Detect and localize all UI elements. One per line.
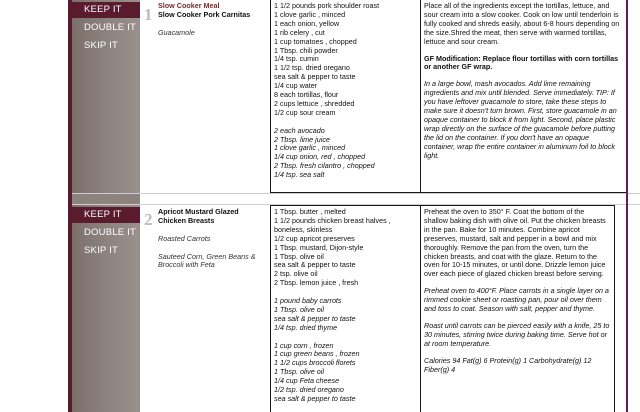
ingredient-list xyxy=(274,2,418,180)
ingredient-item: 1 Tbsp. butter , melted xyxy=(274,207,346,216)
direction-paragraph: Preheat the oven to 350° F. Coat the bottom of the shallow baking dish with olive oil. Put the chicken breasts in the pan. Bake for 10 minutes. Combine apricot preserves, mustard, salt and pepper in a bowl and mix thoroughly. Remove the pan from the oven, turn the chicken breasts, and coat with the glaze. Return to the oven for 10-15 minutes, or until done. Drizzle lemon juice over each piece of glazed chicken breast before serving. xyxy=(424,207,606,279)
direction-paragraph: GF Modification: Replace flour tortillas with corn tortillas or another GF wrap. xyxy=(424,53,619,72)
recipe-number: 1 xyxy=(144,5,153,24)
side-dish-title: Sauteed Corn, Green Beans & Broccoli with Feta xyxy=(158,251,256,270)
side-dish-list xyxy=(158,29,266,38)
column-divider xyxy=(420,0,421,193)
table-bottom-border xyxy=(270,192,626,193)
ingredient-item: 1 Tbsp. mustard, Dijon-style xyxy=(274,242,364,252)
recipe-separator-band xyxy=(72,194,140,204)
ingredient-item: 1 clove garlic , minced xyxy=(274,9,346,19)
recipe-title: Apricot Mustard Glazed Chicken Breasts xyxy=(158,207,239,225)
ingredient-list xyxy=(274,208,418,404)
table-top-border xyxy=(270,205,615,206)
ingredient-item: 2 cups lettuce , shredded xyxy=(274,98,355,108)
ingredient-item: 8 each tortillas, flour xyxy=(274,90,339,100)
keep-it-button[interactable]: KEEP IT xyxy=(72,2,140,18)
ingredient-item: 1/4 cup Feta cheese xyxy=(274,376,340,386)
recipe-number: 2 xyxy=(144,210,153,229)
ingredient-item: 1 1/2 cups broccoli florets xyxy=(274,358,356,368)
ingredient-item: 1 rib celery , cut xyxy=(274,27,325,37)
left-margin xyxy=(0,0,68,412)
ingredient-item: 1 1/2 tsp. dried oregano xyxy=(274,63,350,73)
direction-paragraph: Roast until carrots can be pierced easily with a knife, 25 to 30 minutes, stirring twice during baking time. Serve hot or at room temperature. xyxy=(424,320,610,348)
ingredient-item: sea salt & pepper to taste xyxy=(274,394,356,403)
recipe-title-block xyxy=(158,2,266,38)
ingredient-item: boneless, skinless xyxy=(274,224,333,234)
ingredient-item: 1/4 tsp. sea salt xyxy=(274,170,325,180)
ingredient-item: 1/2 cup apricot preserves xyxy=(274,233,355,243)
ingredient-item: 1/4 tsp. dried thyme xyxy=(274,322,338,332)
ingredient-item: 1 Tbsp. chili powder xyxy=(274,45,338,55)
skip-it-button[interactable]: SKIP IT xyxy=(84,245,118,256)
side-dish-list xyxy=(158,235,266,271)
ingredient-item: 1/4 cup onion, red , chopped xyxy=(274,152,366,162)
meal-category: Slow Cooker Meal xyxy=(158,1,220,10)
table-right-border xyxy=(614,205,615,412)
ingredient-item: 2 Tbsp. lime juice xyxy=(274,134,330,144)
ingredient-item: 1/2 cup sour cream xyxy=(274,107,336,117)
direction-paragraph: Calories 94 Fat(g) 6 Protein(g) 1 Carbohydrate(g) 12 Fiber(g) 4 xyxy=(424,355,592,374)
ingredient-item: 1/4 cup water xyxy=(274,81,318,91)
double-it-button[interactable]: DOUBLE IT xyxy=(84,227,136,238)
page-right-border xyxy=(626,0,628,412)
double-it-button[interactable]: DOUBLE IT xyxy=(84,22,136,33)
keep-it-button[interactable]: KEEP IT xyxy=(72,207,140,223)
recipe-title: Slow Cooker Pork Carnitas xyxy=(158,9,251,19)
directions xyxy=(424,208,610,375)
recipe-separator-top xyxy=(72,193,640,194)
ingredient-item: 1 each onion, yellow xyxy=(274,18,340,28)
ingredient-item: 1 1/2 pounds chicken breast halves , xyxy=(274,215,391,225)
recipe-title-block xyxy=(158,208,266,270)
ingredient-item: 1/4 tsp. cumin xyxy=(274,54,319,64)
ingredient-item: 2 Tbsp. fresh cilantro , chopped xyxy=(274,161,375,171)
direction-paragraph: In a large bowl, mash avocados. Add lime remaining ingredients and mix until blended. Serve immediately. TIP: If you have leftover guacamole to store, take these steps to make sure it doesn't turn brown. First, store guacamole in an opaque container to block it from light. Second, place plastic wrap directly on the surface of the guacamole before putting the lid on the container. If you don't have an opaque container, wrap the entire container in aluminum foil to block light. xyxy=(424,79,617,160)
ingredient-item: 1 cup corn , frozen xyxy=(274,340,334,350)
ingredient-item: 1 clove garlic , minced xyxy=(274,143,346,153)
ingredient-item: 1 cup green beans , frozen xyxy=(274,349,360,359)
ingredient-item: sea salt & pepper to taste xyxy=(274,260,356,270)
ingredient-item: 1 Tbsp. olive oil xyxy=(274,251,324,261)
direction-paragraph: Place all of the ingredients except the tortillas, lettuce, and sour cream into a slow cooker. Cook on low until tenderloin is fully cooked and shreds easily, about 6-8 hours depending on the size.Shred the meat, then serve with warmed tortillas, lettuce and sour cream. xyxy=(424,1,620,46)
column-divider xyxy=(270,0,271,193)
column-divider xyxy=(420,205,421,412)
side-dish-title: Guacamole xyxy=(158,27,195,37)
ingredient-item: 2 Tbsp. lemon juice , fresh xyxy=(274,278,359,288)
ingredient-item: sea salt & pepper to taste xyxy=(274,313,356,323)
ingredient-item: 1 cup tomatoes , chopped xyxy=(274,36,357,46)
skip-it-button[interactable]: SKIP IT xyxy=(84,40,118,51)
ingredient-item: 2 each avocado xyxy=(274,125,325,135)
ingredient-item: 2 tsp. olive oil xyxy=(274,269,318,279)
ingredient-item: 1 Tbsp. olive oil xyxy=(274,367,324,377)
sidebar xyxy=(72,0,140,412)
direction-paragraph: Preheat oven to 400°F. Place carrots in a single layer on a rimmed cookie sheet or roasting pan, pour oil over them and toss to coat. Season with salt, pepper and thyme. xyxy=(424,286,609,314)
ingredient-item: 1 1/2 pounds pork shoulder roast xyxy=(274,1,380,10)
side-dish-title: Roasted Carrots xyxy=(158,233,211,243)
ingredient-item: 1 pound baby carrots xyxy=(274,296,342,306)
ingredient-item: 1/2 tsp. dried oregano xyxy=(274,385,344,395)
directions xyxy=(424,2,622,161)
column-divider xyxy=(270,205,271,412)
ingredient-item: sea salt & pepper to taste xyxy=(274,72,356,82)
ingredient-item: 1 Tbsp. olive oil xyxy=(274,304,324,314)
